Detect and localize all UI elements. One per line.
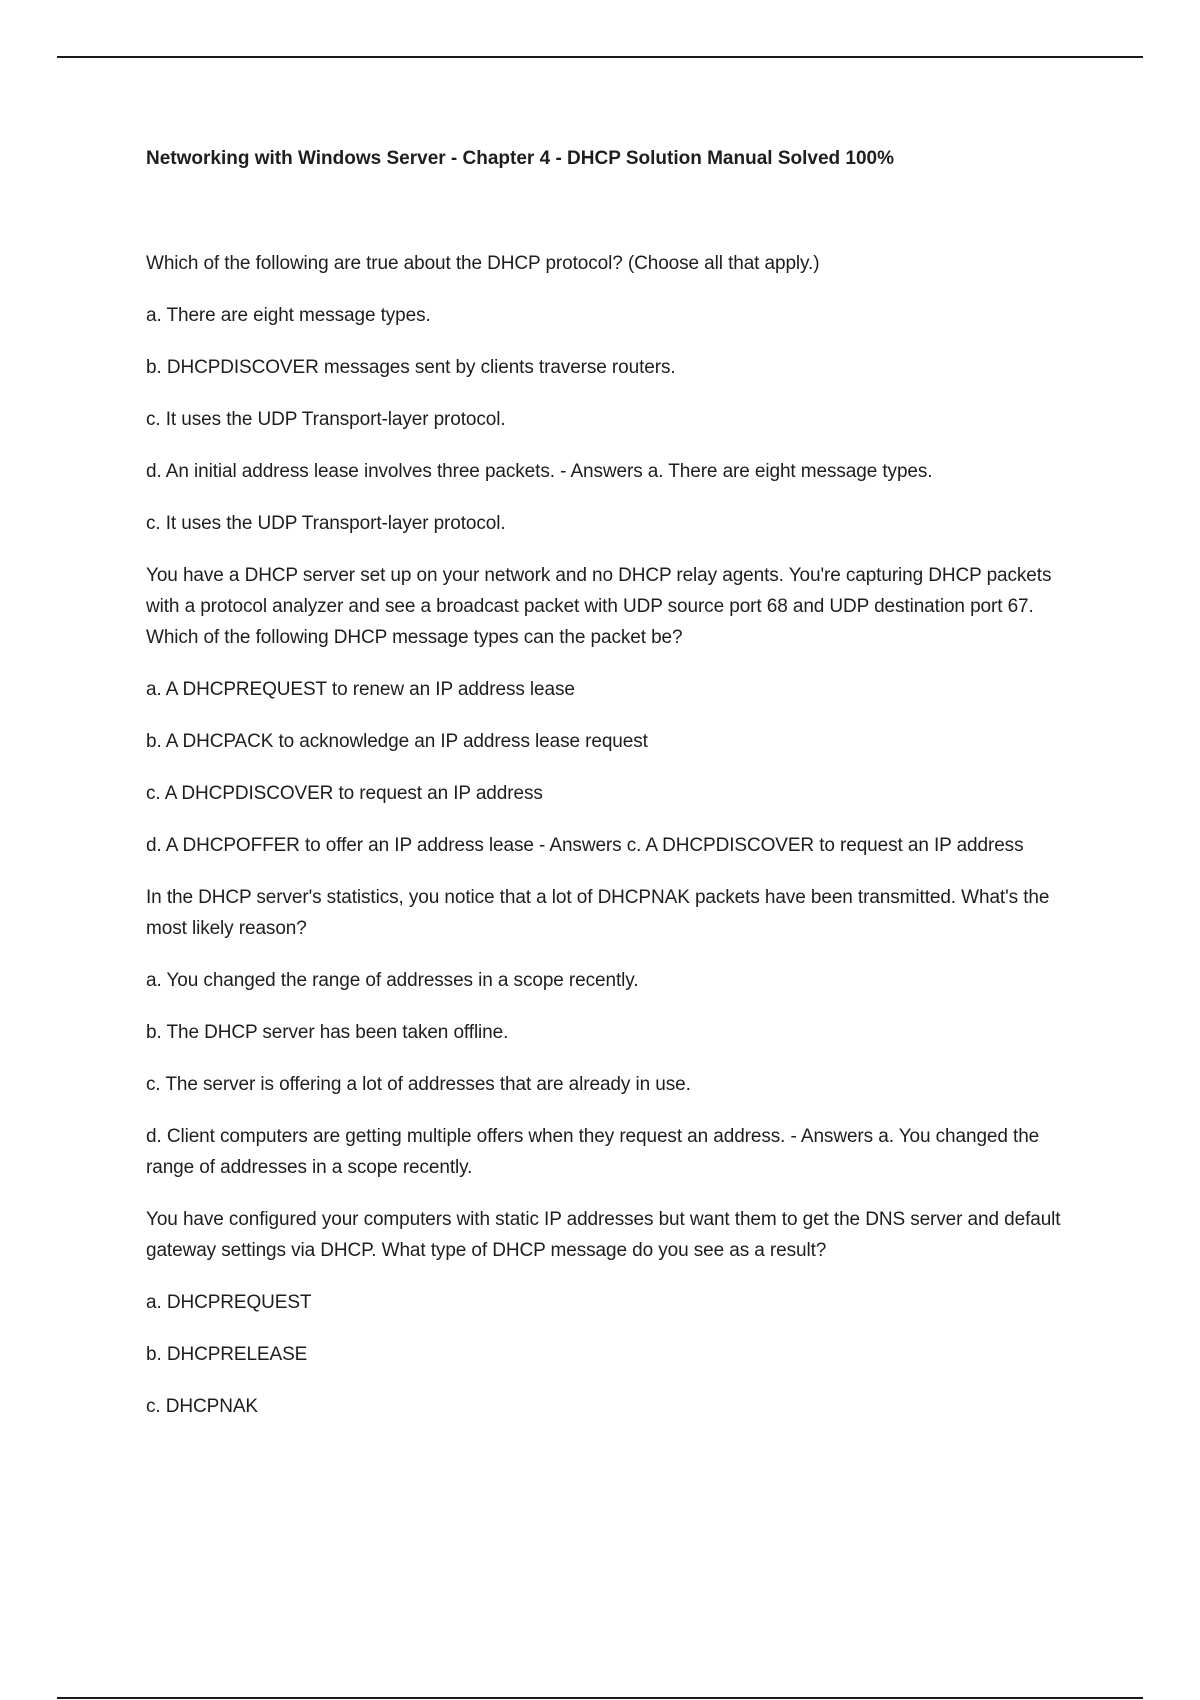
q1-option-c: c. It uses the UDP Transport-layer protocol.	[146, 409, 506, 430]
question-2: You have a DHCP server set up on your network and no DHCP relay agents. You're capturing DHCP packets with a protocol analyzer and see a broadcast packet with UDP source port 68 and UDP destination port 67. Which of the following DHCP message types can the packet be?	[146, 565, 1052, 648]
q2-option-b: b. A DHCPACK to acknowledge an IP address lease request	[146, 731, 648, 752]
q3-option-d-answer: d. Client computers are getting multiple offers when they request an address. - Answers a. You changed the range of addresses in a scope recently.	[146, 1126, 1040, 1178]
question-4: You have configured your computers with static IP addresses but want them to get the DNS server and default gateway settings via DHCP. What type of DHCP message do you see as a result?	[146, 1209, 1061, 1261]
q1-answer-continued: c. It uses the UDP Transport-layer protocol.	[146, 513, 506, 534]
q4-option-b: b. DHCPRELEASE	[146, 1344, 308, 1365]
q3-option-a: a. You changed the range of addresses in a scope recently.	[146, 970, 639, 991]
q2-option-c: c. A DHCPDISCOVER to request an IP address	[146, 783, 543, 804]
question-1: Which of the following are true about the DHCP protocol? (Choose all that apply.)	[146, 253, 820, 274]
document-title: Networking with Windows Server - Chapter 4 - DHCP Solution Manual Solved 100%	[146, 148, 894, 169]
q3-option-b: b. The DHCP server has been taken offline.	[146, 1022, 509, 1043]
q3-option-c: c. The server is offering a lot of addresses that are already in use.	[146, 1074, 691, 1095]
q4-option-a: a. DHCPREQUEST	[146, 1292, 312, 1313]
header-rule	[57, 56, 1143, 58]
q2-option-a: a. A DHCPREQUEST to renew an IP address lease	[146, 679, 575, 700]
footer-rule	[57, 1697, 1143, 1699]
q1-option-a: a. There are eight message types.	[146, 305, 431, 326]
document-body	[146, 248, 1086, 1443]
q2-option-d-answer: d. A DHCPOFFER to offer an IP address lease - Answers c. A DHCPDISCOVER to request an IP address	[146, 835, 1024, 856]
q1-option-d-answer: d. An initial address lease involves three packets. - Answers a. There are eight message types.	[146, 461, 933, 482]
q4-option-c: c. DHCPNAK	[146, 1396, 258, 1417]
question-3: In the DHCP server's statistics, you notice that a lot of DHCPNAK packets have been transmitted. What's the most likely reason?	[146, 887, 1050, 939]
q1-option-b: b. DHCPDISCOVER messages sent by clients traverse routers.	[146, 357, 676, 378]
